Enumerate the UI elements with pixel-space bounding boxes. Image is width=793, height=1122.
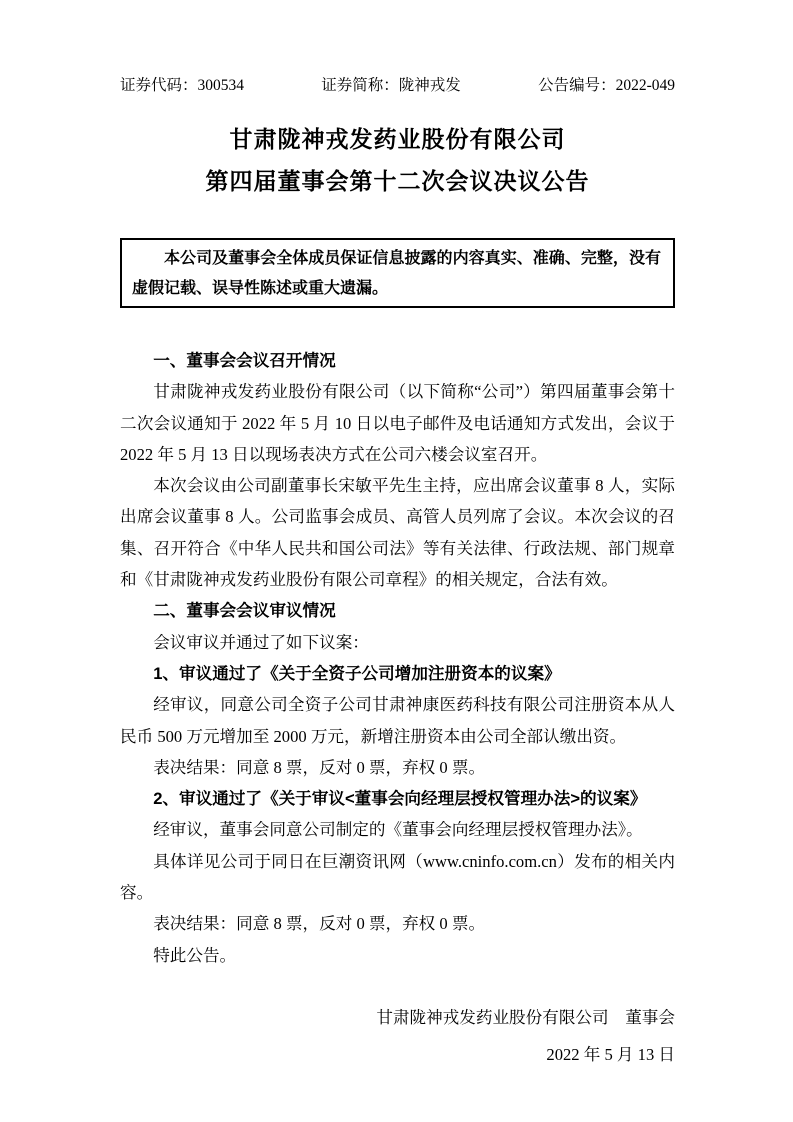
signature-company: 甘肃陇神戎发药业股份有限公司 董事会 <box>376 1007 675 1027</box>
disclaimer-text: 本公司及董事会全体成员保证信息披露的内容真实、准确、完整，没有虚假记载、误导性陈述或重大遗漏。 <box>132 250 661 297</box>
signature-date: 2022 年 5 月 13 日 <box>546 1044 675 1064</box>
company-name-title: 甘肃陇神戎发药业股份有限公司 <box>229 126 566 152</box>
securities-header <box>120 76 675 96</box>
proposal-2-content: 经审议，董事会同意公司制定的《董事会向经理层授权管理办法》。 <box>153 820 643 840</box>
meeting-host-paragraph: 本次会议由公司副董事长宋敏平先生主持，应出席会议董事 8 人，实际出席会议董事 8 人。公司监事会成员、高管人员列席了会议。本次会议的召集、召开符合《中华人民共和国公司法》等有关法律、行政法规、部门规章和《甘肃陇神戎发药业股份有限公司章程》的相关规定，合法有效。 <box>120 476 675 590</box>
meeting-notice-paragraph: 甘肃陇神戎发药业股份有限公司（以下简称“公司”）第四届董事会第十二次会议通知于 2022 年 5 月 10 日以电子邮件及电话通知方式发出，会议于 2022 年 5 月 13 日以现场表决方式在公司六楼会议室召开。 <box>120 382 675 464</box>
announcement-title: 第四届董事会第十二次会议决议公告 <box>205 168 590 194</box>
announcement-body <box>120 345 675 971</box>
proposals-intro: 会议审议并通过了如下议案： <box>153 632 369 652</box>
disclaimer-box <box>120 238 675 308</box>
proposal-1-vote-result: 表决结果：同意 8 票，反对 0 票，弃权 0 票。 <box>153 757 486 777</box>
title-block <box>120 118 675 202</box>
proposal-2-disclosure: 具体详见公司于同日在巨潮资讯网（www.cninfo.com.cn）发布的相关内容。 <box>120 851 675 903</box>
section-1-heading: 一、董事会会议召开情况 <box>153 351 336 370</box>
proposal-1-heading: 1、审议通过了《关于全资子公司增加注册资本的议案》 <box>153 663 561 683</box>
proposal-2-vote-result: 表决结果：同意 8 票，反对 0 票，弃权 0 票。 <box>153 914 486 934</box>
signature-block <box>120 999 675 1073</box>
closing-remark: 特此公告。 <box>153 945 237 965</box>
proposal-2-heading: 2、审议通过了《关于审议<董事会向经理层授权管理办法>的议案》 <box>153 789 647 809</box>
securities-abbr: 证券简称：陇神戎发 <box>321 77 461 94</box>
section-2-heading: 二、董事会会议审议情况 <box>153 601 336 621</box>
announcement-number: 公告编号：2022-049 <box>538 77 675 94</box>
securities-code: 证券代码：300534 <box>120 77 245 94</box>
proposal-1-content: 经审议，同意公司全资子公司甘肃神康医药科技有限公司注册资本从人民币 500 万元增加至 2000 万元，新增注册资本由公司全部认缴出资。 <box>120 695 675 746</box>
